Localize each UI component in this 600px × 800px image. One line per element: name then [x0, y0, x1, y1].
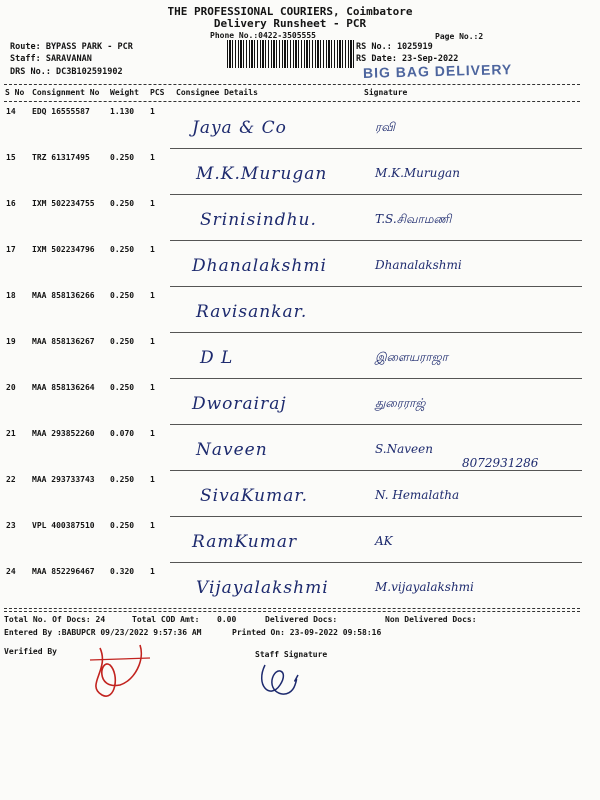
row-consignee-handwriting: M.K.Murugan — [196, 164, 328, 184]
row-pcs: 1 — [150, 429, 155, 438]
row-divider — [170, 516, 582, 517]
verified-signature-scribble — [80, 640, 160, 705]
delivery-stamp: BIG BAG DELIVERY — [362, 61, 513, 81]
row-divider — [170, 240, 582, 241]
rs-date: RS Date: 23-Sep-2022 — [356, 54, 459, 64]
row-sno: 15 — [6, 153, 16, 162]
row-consignee-handwriting: Dworairaj — [192, 394, 287, 414]
row-consignment-no: MAA 858136266 — [32, 291, 95, 300]
header-row-divider — [4, 101, 580, 102]
row-pcs: 1 — [150, 383, 155, 392]
row-consignment-no: TRZ 61317495 — [32, 153, 90, 162]
row-divider — [170, 194, 582, 195]
entered-by: Entered By :BABUPCR 09/23/2022 9:57:36 AM — [4, 628, 202, 637]
non-delivered-docs: Non Delivered Docs: — [385, 615, 477, 624]
col-sno: S No — [5, 88, 25, 97]
row-sno: 17 — [6, 245, 16, 254]
row-divider — [170, 424, 582, 425]
row-consignment-no: VPL 400387510 — [32, 521, 95, 530]
page-number: Page No.:2 — [435, 32, 484, 41]
col-weight: Weight — [110, 88, 139, 97]
row-sno: 24 — [6, 567, 16, 576]
rs-number: RS No.: 1025919 — [356, 42, 433, 52]
barcode — [227, 40, 355, 68]
row-pcs: 1 — [150, 199, 155, 208]
row-signature-handwriting: M.vijayalakshmi — [375, 580, 474, 594]
row-consignment-no: EDQ 16555587 — [32, 107, 90, 116]
total-docs: Total No. Of Docs: 24 — [4, 615, 106, 624]
row-sno: 21 — [6, 429, 16, 438]
row-weight: 0.320 — [110, 567, 135, 576]
row-signature-handwriting: இளையராஜா — [375, 350, 448, 364]
row-consignment-no: MAA 293733743 — [32, 475, 95, 484]
row-sno: 23 — [6, 521, 16, 530]
row-weight: 0.250 — [110, 199, 135, 208]
row-divider — [170, 378, 582, 379]
row-signature-handwriting: ரவி — [375, 120, 395, 134]
row-pcs: 1 — [150, 521, 155, 530]
header-divider — [4, 84, 580, 85]
document-title: THE PROFESSIONAL COURIERS, Coimbatore — [167, 5, 413, 18]
row-consignee-handwriting: Jaya & Co — [192, 118, 287, 138]
col-signature: Signature — [364, 88, 408, 97]
row-signature-handwriting: M.K.Murugan — [375, 166, 460, 180]
total-cod-label: Total COD Amt: — [132, 615, 200, 624]
row-pcs: 1 — [150, 245, 155, 254]
row-signature-handwriting: S.Naveen — [375, 442, 433, 456]
row-consignee-handwriting: D L — [200, 348, 234, 368]
row-consignee-handwriting: SivaKumar. — [200, 486, 309, 506]
row-divider — [170, 148, 582, 149]
row-divider — [170, 470, 582, 471]
row-sno: 19 — [6, 337, 16, 346]
row-signature-handwriting: N. Hemalatha — [375, 488, 460, 502]
route-label: Route: BYPASS PARK - PCR — [10, 42, 133, 52]
row-phone-handwriting: 8072931286 — [462, 456, 539, 470]
row-divider — [170, 332, 582, 333]
row-signature-handwriting: துரைராஜ் — [375, 396, 426, 410]
row-pcs: 1 — [150, 475, 155, 484]
row-sno: 14 — [6, 107, 16, 116]
row-pcs: 1 — [150, 337, 155, 346]
row-sno: 16 — [6, 199, 16, 208]
row-weight: 0.250 — [110, 337, 135, 346]
row-divider — [170, 562, 582, 563]
row-divider — [170, 286, 582, 287]
row-consignment-no: MAA 858136264 — [32, 383, 95, 392]
row-sno: 22 — [6, 475, 16, 484]
row-signature-handwriting: T.S.சிவாமணி — [375, 212, 452, 226]
row-sno: 18 — [6, 291, 16, 300]
row-weight: 0.250 — [110, 383, 135, 392]
row-weight: 0.250 — [110, 475, 135, 484]
staff-signature-label: Staff Signature — [255, 650, 328, 659]
row-weight: 0.250 — [110, 291, 135, 300]
row-weight: 0.250 — [110, 153, 135, 162]
row-weight: 0.250 — [110, 521, 135, 530]
row-weight: 1.130 — [110, 107, 135, 116]
printed-on: Printed On: 23-09-2022 09:58:16 — [232, 628, 382, 637]
row-consignee-handwriting: Dhanalakshmi — [192, 256, 327, 276]
row-consignment-no: MAA 293852260 — [32, 429, 95, 438]
row-divider — [4, 608, 580, 609]
row-consignment-no: MAA 858136267 — [32, 337, 95, 346]
row-consignee-handwriting: Naveen — [196, 440, 268, 460]
row-consignee-handwriting: Ravisankar. — [196, 302, 308, 322]
document-subtitle: Delivery Runsheet - PCR — [213, 17, 367, 30]
col-consignee-details: Consignee Details — [176, 88, 258, 97]
staff-signature-scribble — [250, 655, 320, 705]
total-cod-value: 0.00 — [217, 615, 237, 624]
row-consignee-handwriting: Srinisindhu. — [200, 210, 317, 230]
row-consignment-no: IXM 502234755 — [32, 199, 95, 208]
drs-number: DRS No.: DC3B102591902 — [10, 67, 123, 77]
phone-number: Phone No.:0422-3505555 — [210, 31, 316, 40]
footer-divider — [4, 611, 580, 612]
row-weight: 0.250 — [110, 245, 135, 254]
row-weight: 0.070 — [110, 429, 135, 438]
delivered-docs: Delivered Docs: — [265, 615, 338, 624]
row-consignee-handwriting: RamKumar — [192, 532, 298, 552]
col-pcs: PCS — [150, 88, 165, 97]
row-consignment-no: IXM 502234796 — [32, 245, 95, 254]
row-consignment-no: MAA 852296467 — [32, 567, 95, 576]
row-pcs: 1 — [150, 153, 155, 162]
staff-label: Staff: SARAVANAN — [10, 54, 92, 64]
row-sno: 20 — [6, 383, 16, 392]
col-consignment: Consignment No — [32, 88, 100, 97]
verified-by-label: Verified By — [4, 647, 57, 656]
row-pcs: 1 — [150, 291, 155, 300]
row-consignee-handwriting: Vijayalakshmi — [196, 578, 329, 598]
row-pcs: 1 — [150, 567, 155, 576]
row-pcs: 1 — [150, 107, 155, 116]
row-signature-handwriting: AK — [375, 534, 393, 548]
row-signature-handwriting: Dhanalakshmi — [375, 258, 462, 272]
